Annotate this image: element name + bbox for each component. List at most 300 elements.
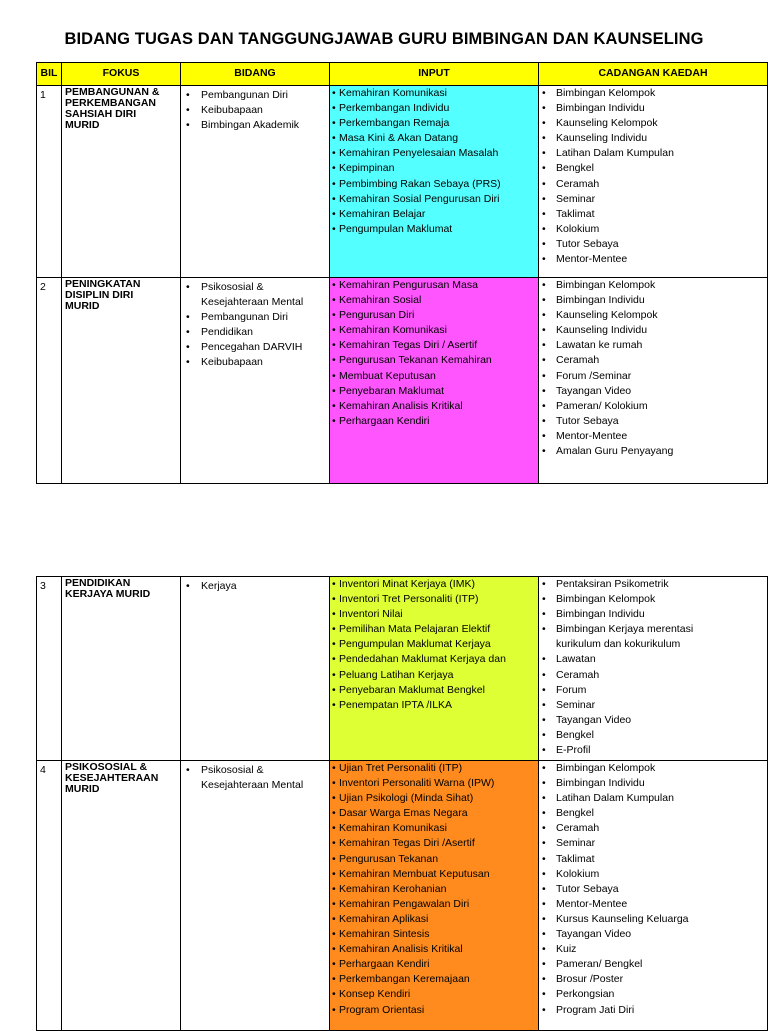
bullet-icon: • bbox=[542, 762, 546, 774]
area-item-text: Psikososial & bbox=[201, 764, 264, 776]
method-item-text: Bimbingan Kerjaya merentasi bbox=[556, 623, 694, 636]
focus-line: KESEJAHTERAAN bbox=[65, 772, 159, 784]
method-item bbox=[539, 652, 767, 667]
method-item bbox=[539, 222, 767, 237]
input-item-text: Kemahiran Aplikasi bbox=[339, 912, 429, 925]
input-item bbox=[331, 698, 538, 713]
input-item bbox=[331, 791, 538, 806]
method-item-text: Seminar bbox=[556, 837, 596, 850]
method-item-text: Bengkel bbox=[556, 728, 594, 741]
input-item bbox=[331, 592, 538, 607]
input-item-text: Inventori Personaliti Warna (IPW) bbox=[339, 777, 495, 790]
bullet-icon: • bbox=[542, 279, 546, 291]
method-item bbox=[539, 852, 767, 867]
area-item bbox=[181, 325, 329, 340]
header-bil: BIL bbox=[37, 63, 62, 86]
method-item-text: Ceramah bbox=[556, 354, 600, 367]
bullet-icon: • bbox=[542, 668, 546, 681]
input-item bbox=[331, 338, 538, 353]
input-item bbox=[331, 668, 538, 683]
focus-line: MURID bbox=[65, 119, 100, 131]
bullet-icon: • bbox=[542, 147, 546, 160]
bullet-icon: • bbox=[332, 384, 336, 397]
input-item bbox=[331, 652, 538, 667]
method-item-text: Ceramah bbox=[556, 822, 600, 835]
method-item-list bbox=[539, 86, 767, 267]
bullet-icon: • bbox=[542, 384, 546, 397]
bullet-icon: • bbox=[332, 162, 336, 175]
input-item-text: Konsep Kendiri bbox=[339, 988, 411, 1001]
input-item bbox=[331, 86, 538, 101]
method-item-text: Mentor-Mentee bbox=[556, 897, 628, 910]
input-item-text: Pengurusan Diri bbox=[339, 309, 415, 322]
bullet-icon: • bbox=[332, 369, 336, 382]
focus-line: PERKEMBANGAN bbox=[65, 97, 157, 109]
method-item bbox=[539, 308, 767, 323]
input-item bbox=[331, 987, 538, 1002]
methods-cell bbox=[539, 761, 768, 1031]
method-item bbox=[539, 278, 767, 293]
table-row bbox=[37, 278, 768, 484]
method-item-text: Bimbingan Individu bbox=[556, 294, 645, 307]
method-item-text: Kaunseling Kelompok bbox=[556, 309, 658, 322]
input-item-text: Perhargaan Kendiri bbox=[339, 958, 430, 971]
methods-cell bbox=[539, 86, 768, 278]
input-item-text: Kemahiran Analisis Kritikal bbox=[339, 399, 463, 412]
method-item-text: Pameran/ Bengkel bbox=[556, 958, 643, 971]
method-item-text: Pentaksiran Psikometrik bbox=[556, 578, 669, 590]
input-item-text: Penyebaran Maklumat Bengkel bbox=[339, 683, 485, 696]
methods-cell bbox=[539, 577, 768, 761]
method-item-text: Mentor-Mentee bbox=[556, 253, 628, 266]
method-item bbox=[539, 882, 767, 897]
methods-cell bbox=[539, 278, 768, 484]
bullet-icon: • bbox=[542, 399, 546, 412]
area-item bbox=[181, 88, 329, 103]
input-item-text: Kemahiran Penyelesaian Masalah bbox=[339, 147, 499, 160]
input-item-text: Inventori Minat Kerjaya (IMK) bbox=[339, 578, 475, 590]
input-item-text: Membuat Keputusan bbox=[339, 369, 436, 382]
input-item-text: Kemahiran Pengawalan Diri bbox=[339, 897, 470, 910]
input-item-list bbox=[330, 86, 538, 237]
method-item bbox=[539, 622, 767, 637]
row-number: 2 bbox=[37, 278, 62, 484]
bullet-icon: • bbox=[332, 222, 336, 235]
method-item-text: Lawatan bbox=[556, 653, 596, 666]
bullet-icon: • bbox=[542, 309, 546, 322]
method-item-text: Ceramah bbox=[556, 177, 600, 190]
bullet-icon: • bbox=[332, 192, 336, 205]
header-input: INPUT bbox=[330, 63, 539, 86]
bullet-icon: • bbox=[332, 279, 336, 291]
bullet-icon: • bbox=[542, 852, 546, 865]
method-item bbox=[539, 414, 767, 429]
method-item-text: Brosur /Poster bbox=[556, 973, 624, 986]
bullet-icon: • bbox=[332, 354, 336, 367]
bullet-icon: • bbox=[542, 414, 546, 427]
input-item bbox=[331, 776, 538, 791]
bullet-icon: • bbox=[332, 117, 336, 130]
method-item-text: E-Profil bbox=[556, 744, 591, 757]
input-item-text: Ujian Tret Personaliti (ITP) bbox=[339, 762, 463, 774]
focus-line: PEMBANGUNAN & bbox=[65, 86, 160, 98]
method-item-text: Latihan Dalam Kumpulan bbox=[556, 147, 674, 160]
input-item bbox=[331, 607, 538, 622]
input-item bbox=[331, 222, 538, 237]
input-item bbox=[331, 637, 538, 652]
bullet-icon: • bbox=[332, 147, 336, 160]
input-item-text: Kepimpinan bbox=[339, 162, 395, 175]
input-item bbox=[331, 414, 538, 429]
method-item bbox=[539, 192, 767, 207]
method-item-text: Kuiz bbox=[556, 943, 577, 956]
input-item-text: Pengumpulan Maklumat Kerjaya bbox=[339, 638, 491, 651]
table-header-row bbox=[37, 63, 768, 86]
bullet-icon: • bbox=[186, 311, 190, 324]
bullet-icon: • bbox=[542, 429, 546, 442]
bullet-icon: • bbox=[542, 294, 546, 307]
document-title: BIDANG TUGAS DAN TANGGUNGJAWAB GURU BIMBINGAN DAN KAUNSELING bbox=[64, 30, 704, 48]
bullet-icon: • bbox=[542, 578, 546, 590]
bullet-icon: • bbox=[542, 253, 546, 266]
method-item-text: Kolokium bbox=[556, 867, 600, 880]
area-item-text: Bimbingan Akademik bbox=[201, 119, 300, 132]
focus-line: DISIPLIN DIRI bbox=[65, 289, 134, 301]
area-item bbox=[181, 579, 329, 594]
input-item-text: Kemahiran Pengurusan Masa bbox=[339, 279, 478, 291]
method-item bbox=[539, 972, 767, 987]
input-item bbox=[331, 353, 538, 368]
method-item-text: Program Jati Diri bbox=[556, 1003, 635, 1016]
method-item-text: Perkongsian bbox=[556, 988, 615, 1001]
input-item bbox=[331, 192, 538, 207]
area-item-list bbox=[181, 86, 329, 133]
method-item-text: Kaunseling Individu bbox=[556, 324, 648, 337]
bullet-icon: • bbox=[332, 177, 336, 190]
input-item-text: Inventori Nilai bbox=[339, 608, 403, 621]
method-item-list bbox=[539, 278, 767, 459]
method-item bbox=[539, 607, 767, 622]
input-item bbox=[331, 207, 538, 222]
area-item-text: Keibubapaan bbox=[201, 356, 263, 369]
method-item bbox=[539, 668, 767, 683]
bullet-icon: • bbox=[542, 777, 546, 790]
method-item bbox=[539, 713, 767, 728]
method-item-text: Bimbingan Kelompok bbox=[556, 762, 656, 774]
input-item bbox=[331, 942, 538, 957]
bullet-icon: • bbox=[332, 593, 336, 606]
bullet-icon: • bbox=[542, 87, 546, 99]
method-item bbox=[539, 743, 767, 758]
area-item bbox=[181, 340, 329, 355]
bullet-icon: • bbox=[542, 822, 546, 835]
input-item bbox=[331, 293, 538, 308]
input-item-text: Perkembangan Keremajaan bbox=[339, 973, 470, 986]
method-item bbox=[539, 429, 767, 444]
bullet-icon: • bbox=[542, 324, 546, 337]
header-kaedah: CADANGAN KAEDAH bbox=[539, 63, 768, 86]
method-item bbox=[539, 577, 767, 592]
bullet-icon: • bbox=[332, 897, 336, 910]
bullet-icon: • bbox=[542, 623, 546, 636]
bullet-icon: • bbox=[542, 369, 546, 382]
method-item bbox=[539, 207, 767, 222]
input-item bbox=[331, 161, 538, 176]
method-item-text: Bengkel bbox=[556, 807, 594, 820]
bullet-icon: • bbox=[332, 309, 336, 322]
input-item-text: Kemahiran Sintesis bbox=[339, 928, 430, 941]
method-item bbox=[539, 957, 767, 972]
input-item bbox=[331, 399, 538, 414]
focus-cell bbox=[62, 761, 181, 1031]
bullet-icon: • bbox=[332, 339, 336, 352]
header-fokus: FOKUS bbox=[62, 63, 181, 86]
input-item-text: Perkembangan Individu bbox=[339, 102, 450, 115]
bullet-icon: • bbox=[332, 683, 336, 696]
bullet-icon: • bbox=[542, 162, 546, 175]
input-cell bbox=[330, 761, 539, 1031]
area-item-text: Kesejahteraan Mental bbox=[201, 779, 304, 792]
input-item-text: Perhargaan Kendiri bbox=[339, 414, 430, 427]
input-item bbox=[331, 683, 538, 698]
focus-line: PSIKOSOSIAL & bbox=[65, 761, 148, 773]
bullet-icon: • bbox=[542, 445, 546, 458]
input-item-text: Kemahiran Komunikasi bbox=[339, 324, 447, 337]
area-item-text: Pencegahan DARVIH bbox=[201, 341, 303, 354]
bullet-icon: • bbox=[542, 192, 546, 205]
input-item-text: Masa Kini & Akan Datang bbox=[339, 132, 459, 145]
method-item bbox=[539, 776, 767, 791]
area-cell bbox=[181, 761, 330, 1031]
method-item-text: Latihan Dalam Kumpulan bbox=[556, 792, 674, 805]
input-item bbox=[331, 806, 538, 821]
input-cell bbox=[330, 278, 539, 484]
focus-line: SAHSIAH DIRI bbox=[65, 108, 137, 120]
bullet-icon: • bbox=[332, 608, 336, 621]
method-item-text: Forum bbox=[556, 683, 587, 696]
input-item-text: Pengurusan Tekanan Kemahiran bbox=[339, 354, 492, 367]
bullet-icon: • bbox=[186, 580, 190, 592]
input-item bbox=[331, 146, 538, 161]
focus-line: KERJAYA MURID bbox=[65, 588, 151, 600]
area-item bbox=[181, 118, 329, 133]
bullet-icon: • bbox=[332, 132, 336, 145]
area-item-text: Pembangunan Diri bbox=[201, 89, 288, 101]
bullet-icon: • bbox=[542, 102, 546, 115]
area-cell bbox=[181, 86, 330, 278]
bullet-icon: • bbox=[332, 399, 336, 412]
method-item bbox=[539, 252, 767, 267]
row-number: 4 bbox=[37, 761, 62, 1031]
focus-cell bbox=[62, 278, 181, 484]
area-item bbox=[181, 763, 329, 778]
bullet-icon: • bbox=[542, 117, 546, 130]
bullet-icon: • bbox=[542, 237, 546, 250]
area-item-list bbox=[181, 278, 329, 371]
bullet-icon: • bbox=[186, 89, 190, 101]
bullet-icon: • bbox=[332, 324, 336, 337]
method-item-text: Tutor Sebaya bbox=[556, 237, 619, 250]
focus-cell bbox=[62, 86, 181, 278]
bullet-icon: • bbox=[542, 837, 546, 850]
method-item bbox=[539, 177, 767, 192]
input-item-text: Peluang Latihan Kerjaya bbox=[339, 668, 454, 681]
bullet-icon: • bbox=[332, 792, 336, 805]
bullet-icon: • bbox=[332, 653, 336, 666]
method-item bbox=[539, 791, 767, 806]
method-item bbox=[539, 806, 767, 821]
input-item bbox=[331, 1003, 538, 1018]
method-item bbox=[539, 101, 767, 116]
area-cell bbox=[181, 278, 330, 484]
table-row bbox=[37, 761, 768, 1031]
input-item-text: Kemahiran Tegas Diri / Asertif bbox=[339, 339, 478, 352]
method-item bbox=[539, 987, 767, 1002]
area-item-text: Psikososial & bbox=[201, 281, 264, 293]
method-item bbox=[539, 637, 767, 652]
method-item bbox=[539, 867, 767, 882]
method-item-text: Ceramah bbox=[556, 668, 600, 681]
method-item bbox=[539, 592, 767, 607]
method-item-list bbox=[539, 577, 767, 758]
input-item-text: Kemahiran Kerohanian bbox=[339, 882, 447, 895]
bullet-icon: • bbox=[542, 177, 546, 190]
bullet-icon: • bbox=[542, 912, 546, 925]
method-item-text: Tutor Sebaya bbox=[556, 882, 619, 895]
bullet-icon: • bbox=[186, 341, 190, 354]
method-item-text: Seminar bbox=[556, 698, 596, 711]
input-item bbox=[331, 927, 538, 942]
bullet-icon: • bbox=[542, 897, 546, 910]
area-item bbox=[181, 355, 329, 370]
method-item-text: Taklimat bbox=[556, 207, 595, 220]
area-item bbox=[181, 295, 329, 310]
input-item-text: Program Orientasi bbox=[339, 1003, 425, 1016]
bullet-icon: • bbox=[542, 354, 546, 367]
method-item bbox=[539, 293, 767, 308]
bullet-icon: • bbox=[542, 882, 546, 895]
focus-line: PENDIDIKAN bbox=[65, 577, 131, 589]
method-item-text: kurikulum dan kokurikulum bbox=[556, 638, 681, 651]
focus-line: MURID bbox=[65, 783, 100, 795]
method-item bbox=[539, 444, 767, 459]
bullet-icon: • bbox=[542, 973, 546, 986]
input-item bbox=[331, 577, 538, 592]
area-item-list bbox=[181, 761, 329, 793]
bullet-icon: • bbox=[542, 807, 546, 820]
area-item-text: Pembangunan Diri bbox=[201, 311, 288, 324]
bullet-icon: • bbox=[186, 356, 190, 369]
bullet-icon: • bbox=[332, 102, 336, 115]
bullet-icon: • bbox=[332, 958, 336, 971]
bullet-icon: • bbox=[542, 698, 546, 711]
input-item-text: Kemahiran Komunikasi bbox=[339, 822, 447, 835]
input-item bbox=[331, 384, 538, 399]
input-item-text: Perkembangan Remaja bbox=[339, 117, 450, 130]
bullet-icon: • bbox=[332, 638, 336, 651]
header-bidang: BIDANG bbox=[181, 63, 330, 86]
input-item-text: Kemahiran Sosial Pengurusan Diri bbox=[339, 192, 500, 205]
method-item bbox=[539, 161, 767, 176]
area-cell bbox=[181, 577, 330, 761]
bullet-icon: • bbox=[332, 207, 336, 220]
bullet-icon: • bbox=[542, 928, 546, 941]
input-item bbox=[331, 278, 538, 293]
method-item-text: Amalan Guru Penyayang bbox=[556, 445, 674, 458]
focus-line: PENINGKATAN bbox=[65, 278, 141, 290]
method-item-text: Taklimat bbox=[556, 852, 595, 865]
bullet-icon: • bbox=[542, 943, 546, 956]
input-item bbox=[331, 897, 538, 912]
input-cell bbox=[330, 86, 539, 278]
bullet-icon: • bbox=[542, 728, 546, 741]
area-item bbox=[181, 280, 329, 295]
bullet-icon: • bbox=[186, 119, 190, 132]
area-item bbox=[181, 103, 329, 118]
row-number: 3 bbox=[37, 577, 62, 761]
method-item bbox=[539, 131, 767, 146]
bullet-icon: • bbox=[332, 777, 336, 790]
input-item bbox=[331, 836, 538, 851]
bullet-icon: • bbox=[542, 683, 546, 696]
method-item bbox=[539, 353, 767, 368]
input-item bbox=[331, 867, 538, 882]
area-item-text: Kerjaya bbox=[201, 580, 237, 592]
method-item bbox=[539, 821, 767, 836]
duties-table-part-2 bbox=[36, 576, 768, 1031]
bullet-icon: • bbox=[542, 867, 546, 880]
method-item-text: Tayangan Video bbox=[556, 384, 632, 397]
method-item bbox=[539, 942, 767, 957]
bullet-icon: • bbox=[542, 988, 546, 1001]
input-item bbox=[331, 369, 538, 384]
method-item bbox=[539, 116, 767, 131]
method-item-list bbox=[539, 761, 767, 1018]
input-item-text: Pendedahan Maklumat Kerjaya dan bbox=[339, 653, 506, 666]
input-item-text: Pemilihan Mata Pelajaran Elektif bbox=[339, 623, 491, 636]
method-item bbox=[539, 369, 767, 384]
method-item bbox=[539, 86, 767, 101]
input-item-text: Ujian Psikologi (Minda Sihat) bbox=[339, 792, 474, 805]
input-item-text: Kemahiran Komunikasi bbox=[339, 87, 447, 99]
bullet-icon: • bbox=[332, 852, 336, 865]
bullet-icon: • bbox=[542, 653, 546, 666]
area-item bbox=[181, 310, 329, 325]
bullet-icon: • bbox=[332, 912, 336, 925]
method-item-text: Tutor Sebaya bbox=[556, 414, 619, 427]
input-item-text: Kemahiran Tegas Diri /Asertif bbox=[339, 837, 475, 850]
bullet-icon: • bbox=[542, 1003, 546, 1016]
method-item bbox=[539, 728, 767, 743]
area-item-text: Pendidikan bbox=[201, 326, 253, 339]
method-item-text: Lawatan ke rumah bbox=[556, 339, 643, 352]
input-item bbox=[331, 177, 538, 192]
bullet-icon: • bbox=[186, 104, 190, 117]
method-item bbox=[539, 384, 767, 399]
bullet-icon: • bbox=[542, 608, 546, 621]
bullet-icon: • bbox=[332, 1003, 336, 1016]
bullet-icon: • bbox=[542, 593, 546, 606]
focus-line: MURID bbox=[65, 300, 100, 312]
input-item bbox=[331, 761, 538, 776]
method-item bbox=[539, 237, 767, 252]
input-item-text: Kemahiran Membuat Keputusan bbox=[339, 867, 490, 880]
focus-cell bbox=[62, 577, 181, 761]
area-item bbox=[181, 778, 329, 793]
bullet-icon: • bbox=[332, 973, 336, 986]
method-item bbox=[539, 897, 767, 912]
input-item bbox=[331, 912, 538, 927]
